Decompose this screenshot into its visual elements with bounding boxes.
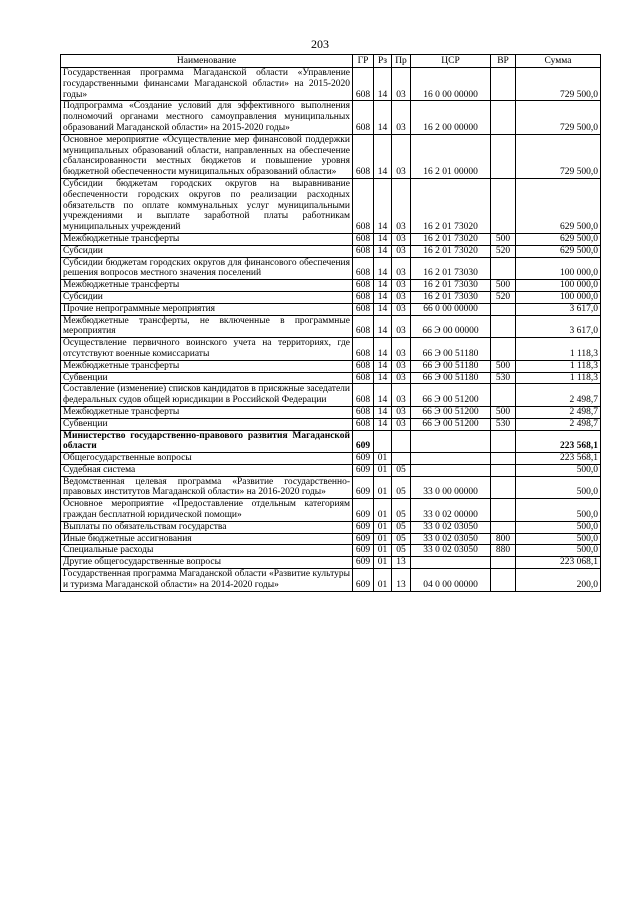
cell-sum: 629 500,0	[516, 245, 601, 257]
cell-pr: 05	[392, 476, 411, 499]
cell-name: Субсидии бюджетам городских округов на выравнивание обеспеченности городских округов по реализации расходных обязательств по оплате коммунальных услуг муниципальными учреждениями и выплате заработной платы работникам муниципальных учреждений	[61, 178, 353, 233]
cell-sum: 3 617,0	[516, 303, 601, 315]
col-header-vr: ВР	[491, 55, 516, 68]
cell-name: Межбюджетные трансферты	[61, 233, 353, 245]
cell-pr: 03	[392, 372, 411, 384]
cell-sum: 2 498,7	[516, 418, 601, 430]
cell-vr: 530	[491, 372, 516, 384]
table-row	[61, 338, 601, 361]
cell-name: Субвенции	[61, 418, 353, 430]
cell-vr: 520	[491, 291, 516, 303]
cell-name: Субсидии бюджетам городских округов для финансового обеспечения решения вопросов местного значения поселений	[61, 257, 353, 280]
cell-gr: 608	[353, 291, 374, 303]
cell-csr: 16 2 01 73020	[411, 178, 491, 233]
cell-pr: 13	[392, 569, 411, 592]
table-row	[61, 257, 601, 280]
table-row	[61, 372, 601, 384]
cell-rz: 14	[374, 134, 392, 178]
col-header-pr: Пр	[392, 55, 411, 68]
cell-rz: 14	[374, 315, 392, 338]
cell-vr	[491, 384, 516, 407]
cell-gr: 608	[353, 101, 374, 134]
cell-pr: 03	[392, 280, 411, 292]
cell-csr: 16 2 01 73020	[411, 233, 491, 245]
cell-name: Составление (изменение) списков кандидатов в присяжные заседатели федеральных судов общей юрисдикции в Российской Федерации	[61, 384, 353, 407]
cell-rz	[374, 430, 392, 453]
cell-pr: 03	[392, 360, 411, 372]
cell-csr: 16 2 01 73020	[411, 245, 491, 257]
cell-csr: 16 2 00 00000	[411, 101, 491, 134]
cell-rz: 14	[374, 101, 392, 134]
cell-sum: 100 000,0	[516, 280, 601, 292]
cell-vr	[491, 453, 516, 465]
cell-name: Ведомственная целевая программа «Развитие государственно-правовых институтов Магаданской области» на 2016-2020 годы»	[61, 476, 353, 499]
cell-csr	[411, 453, 491, 465]
cell-name: Межбюджетные трансферты, не включенные в программные мероприятия	[61, 315, 353, 338]
cell-gr: 608	[353, 245, 374, 257]
cell-vr	[491, 257, 516, 280]
cell-gr: 608	[353, 360, 374, 372]
cell-sum: 500,0	[516, 464, 601, 476]
cell-rz: 01	[374, 545, 392, 557]
cell-vr	[491, 134, 516, 178]
cell-csr: 66 Э 00 51200	[411, 418, 491, 430]
cell-sum: 100 000,0	[516, 291, 601, 303]
cell-pr: 05	[392, 545, 411, 557]
col-header-gr: ГР	[353, 55, 374, 68]
table-row	[61, 499, 601, 522]
cell-pr: 03	[392, 384, 411, 407]
cell-rz: 14	[374, 233, 392, 245]
cell-name: Межбюджетные трансферты	[61, 406, 353, 418]
cell-gr: 609	[353, 557, 374, 569]
cell-csr: 33 0 02 03050	[411, 533, 491, 545]
col-header-csr: ЦСР	[411, 55, 491, 68]
table-row	[61, 384, 601, 407]
cell-csr: 33 0 02 03050	[411, 521, 491, 533]
cell-vr	[491, 476, 516, 499]
table-row	[61, 178, 601, 233]
cell-name: Подпрограмма «Создание условий для эффективного выполнения полномочий органами местного самоуправления муниципальных образований Магаданской области» на 2015-2020 годы»	[61, 101, 353, 134]
cell-name: Межбюджетные трансферты	[61, 280, 353, 292]
cell-sum: 500,0	[516, 521, 601, 533]
cell-vr: 500	[491, 406, 516, 418]
cell-name: Межбюджетные трансферты	[61, 360, 353, 372]
cell-vr	[491, 68, 516, 101]
table-row	[61, 521, 601, 533]
cell-vr: 520	[491, 245, 516, 257]
cell-csr: 66 Э 00 51180	[411, 372, 491, 384]
table-row	[61, 101, 601, 134]
cell-pr	[392, 430, 411, 453]
cell-name: Субвенции	[61, 372, 353, 384]
cell-gr: 608	[353, 406, 374, 418]
cell-gr: 608	[353, 384, 374, 407]
cell-rz: 14	[374, 68, 392, 101]
cell-csr: 66 Э 00 51200	[411, 406, 491, 418]
cell-rz: 14	[374, 384, 392, 407]
cell-name: Государственная программа Магаданской области «Развитие культуры и туризма Магаданской области» на 2014-2020 годы»	[61, 569, 353, 592]
cell-pr: 03	[392, 291, 411, 303]
table-row	[61, 453, 601, 465]
cell-pr: 03	[392, 68, 411, 101]
cell-gr: 609	[353, 569, 374, 592]
cell-csr	[411, 464, 491, 476]
cell-pr: 03	[392, 303, 411, 315]
cell-csr: 16 2 01 00000	[411, 134, 491, 178]
cell-pr: 05	[392, 464, 411, 476]
cell-pr	[392, 453, 411, 465]
cell-vr: 500	[491, 233, 516, 245]
cell-pr: 03	[392, 245, 411, 257]
cell-name: Судебная система	[61, 464, 353, 476]
cell-vr	[491, 338, 516, 361]
cell-csr: 33 0 00 00000	[411, 476, 491, 499]
cell-rz: 14	[374, 360, 392, 372]
cell-name: Министерство государственно-правового развития Магаданской области	[61, 430, 353, 453]
cell-gr: 608	[353, 178, 374, 233]
table-row	[61, 533, 601, 545]
cell-vr	[491, 464, 516, 476]
cell-csr: 33 0 02 00000	[411, 499, 491, 522]
table-row	[61, 291, 601, 303]
cell-rz: 14	[374, 178, 392, 233]
table-row	[61, 360, 601, 372]
cell-rz: 01	[374, 476, 392, 499]
cell-pr: 05	[392, 533, 411, 545]
cell-rz: 01	[374, 533, 392, 545]
table-row	[61, 545, 601, 557]
cell-vr: 500	[491, 360, 516, 372]
cell-gr: 608	[353, 280, 374, 292]
cell-pr: 03	[392, 101, 411, 134]
cell-name: Субсидии	[61, 291, 353, 303]
cell-gr: 609	[353, 521, 374, 533]
cell-pr: 03	[392, 338, 411, 361]
col-header-name: Наименование	[61, 55, 353, 68]
cell-sum: 2 498,7	[516, 406, 601, 418]
table-row	[61, 418, 601, 430]
table-row	[61, 476, 601, 499]
cell-csr: 33 0 02 03050	[411, 545, 491, 557]
cell-csr: 66 0 00 00000	[411, 303, 491, 315]
cell-csr	[411, 430, 491, 453]
cell-gr: 608	[353, 315, 374, 338]
cell-rz: 14	[374, 303, 392, 315]
cell-pr: 03	[392, 178, 411, 233]
cell-gr: 609	[353, 453, 374, 465]
cell-vr	[491, 557, 516, 569]
cell-rz: 01	[374, 453, 392, 465]
cell-csr: 16 2 01 73030	[411, 257, 491, 280]
cell-sum: 223 568,1	[516, 453, 601, 465]
cell-sum: 629 500,0	[516, 178, 601, 233]
cell-csr	[411, 557, 491, 569]
cell-vr	[491, 499, 516, 522]
cell-sum: 100 000,0	[516, 257, 601, 280]
cell-pr: 03	[392, 257, 411, 280]
table-row	[61, 464, 601, 476]
cell-vr: 500	[491, 280, 516, 292]
cell-name: Иные бюджетные ассигнования	[61, 533, 353, 545]
cell-rz: 14	[374, 280, 392, 292]
table-header-row	[61, 55, 601, 68]
cell-rz: 14	[374, 406, 392, 418]
cell-pr: 03	[392, 406, 411, 418]
table-row	[61, 134, 601, 178]
cell-name: Государственная программа Магаданской области «Управление государственными финансами Магаданской области» на 2015-2020 годы»	[61, 68, 353, 101]
cell-vr	[491, 303, 516, 315]
cell-sum: 223 568,1	[516, 430, 601, 453]
cell-pr: 03	[392, 233, 411, 245]
cell-csr: 66 Э 00 00000	[411, 315, 491, 338]
cell-gr: 609	[353, 499, 374, 522]
cell-name: Другие общегосударственные вопросы	[61, 557, 353, 569]
cell-csr: 16 0 00 00000	[411, 68, 491, 101]
page-number: 203	[311, 37, 329, 51]
cell-vr: 800	[491, 533, 516, 545]
cell-vr	[491, 315, 516, 338]
cell-pr: 13	[392, 557, 411, 569]
cell-rz: 14	[374, 257, 392, 280]
cell-pr: 03	[392, 418, 411, 430]
cell-sum: 500,0	[516, 545, 601, 557]
cell-gr: 609	[353, 476, 374, 499]
cell-sum: 223 068,1	[516, 557, 601, 569]
cell-name: Выплаты по обязательствам государства	[61, 521, 353, 533]
cell-name: Осуществление первичного воинского учета на территориях, где отсутствуют военные комиссариаты	[61, 338, 353, 361]
cell-sum: 500,0	[516, 533, 601, 545]
cell-gr: 609	[353, 430, 374, 453]
cell-vr	[491, 569, 516, 592]
cell-sum: 1 118,3	[516, 360, 601, 372]
cell-sum: 2 498,7	[516, 384, 601, 407]
cell-gr: 609	[353, 545, 374, 557]
cell-sum: 729 500,0	[516, 101, 601, 134]
table-row	[61, 68, 601, 101]
cell-gr: 608	[353, 338, 374, 361]
budget-table	[60, 54, 601, 592]
cell-rz: 14	[374, 245, 392, 257]
cell-pr: 05	[392, 499, 411, 522]
cell-csr: 04 0 00 00000	[411, 569, 491, 592]
cell-pr: 03	[392, 134, 411, 178]
cell-rz: 01	[374, 499, 392, 522]
cell-sum: 3 617,0	[516, 315, 601, 338]
cell-gr: 608	[353, 68, 374, 101]
cell-name: Основное мероприятие «Предоставление отдельным категориям граждан бесплатной юридической помощи»	[61, 499, 353, 522]
cell-rz: 01	[374, 557, 392, 569]
cell-rz: 14	[374, 418, 392, 430]
cell-sum: 729 500,0	[516, 134, 601, 178]
cell-vr: 880	[491, 545, 516, 557]
cell-name: Общегосударственные вопросы	[61, 453, 353, 465]
cell-gr: 609	[353, 464, 374, 476]
cell-gr: 608	[353, 418, 374, 430]
cell-pr: 03	[392, 315, 411, 338]
cell-vr	[491, 521, 516, 533]
table-row	[61, 245, 601, 257]
cell-csr: 66 Э 00 51200	[411, 384, 491, 407]
cell-vr	[491, 178, 516, 233]
cell-csr: 66 Э 00 51180	[411, 338, 491, 361]
cell-name: Основное мероприятие «Осуществление мер финансовой поддержки муниципальных образований области, направленных на обеспечение сбалансированности местных бюджетов и повышение уровня бюджетной обеспеченности муниципальных образований области»	[61, 134, 353, 178]
table-row	[61, 569, 601, 592]
cell-sum: 500,0	[516, 476, 601, 499]
table-row	[61, 303, 601, 315]
table-row	[61, 233, 601, 245]
cell-rz: 14	[374, 372, 392, 384]
col-header-rz: Рз	[374, 55, 392, 68]
table-row	[61, 315, 601, 338]
cell-sum: 500,0	[516, 499, 601, 522]
cell-gr: 608	[353, 257, 374, 280]
cell-vr	[491, 101, 516, 134]
cell-pr: 05	[392, 521, 411, 533]
cell-gr: 608	[353, 372, 374, 384]
cell-name: Прочие непрограммные мероприятия	[61, 303, 353, 315]
cell-csr: 66 Э 00 51180	[411, 360, 491, 372]
cell-csr: 16 2 01 73030	[411, 280, 491, 292]
cell-sum: 629 500,0	[516, 233, 601, 245]
cell-rz: 01	[374, 521, 392, 533]
cell-csr: 16 2 01 73030	[411, 291, 491, 303]
col-header-sum: Сумма	[516, 55, 601, 68]
table-row	[61, 557, 601, 569]
cell-gr: 608	[353, 134, 374, 178]
cell-name: Субсидии	[61, 245, 353, 257]
cell-rz: 01	[374, 464, 392, 476]
table-row	[61, 406, 601, 418]
cell-rz: 01	[374, 569, 392, 592]
cell-vr	[491, 430, 516, 453]
cell-sum: 200,0	[516, 569, 601, 592]
cell-gr: 608	[353, 233, 374, 245]
cell-sum: 1 118,3	[516, 338, 601, 361]
cell-rz: 14	[374, 291, 392, 303]
cell-gr: 608	[353, 303, 374, 315]
cell-sum: 729 500,0	[516, 68, 601, 101]
table-row	[61, 430, 601, 453]
cell-gr: 609	[353, 533, 374, 545]
cell-name: Специальные расходы	[61, 545, 353, 557]
cell-vr: 530	[491, 418, 516, 430]
cell-rz: 14	[374, 338, 392, 361]
table-row	[61, 280, 601, 292]
cell-sum: 1 118,3	[516, 372, 601, 384]
